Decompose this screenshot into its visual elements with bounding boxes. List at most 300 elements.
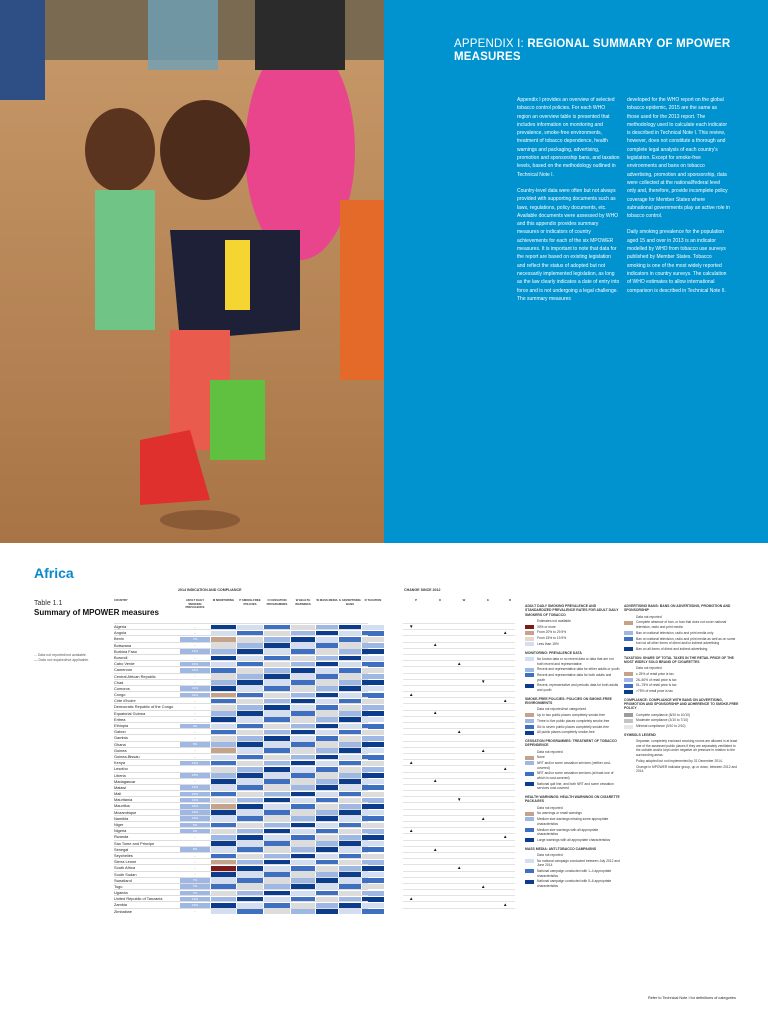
col-header-taxation: R TAXATION — [364, 598, 382, 602]
legend-heading: SYMBOLS LEGEND — [624, 732, 656, 737]
change-arrow-icon: ▲ — [503, 698, 508, 704]
prevalence-cell: ... — [180, 730, 210, 735]
country-name: Burkina Faso — [114, 648, 137, 654]
legend-label: NRT and/or some cessation services (at least one of which is cost-covered) — [537, 771, 614, 781]
legend-label: Data not reported — [537, 852, 563, 857]
legend-item — [525, 761, 620, 770]
legend-label: Medium size warnings with all appropriate characteristics — [537, 827, 599, 837]
legend-item — [624, 647, 739, 652]
change-table — [403, 623, 515, 914]
legend-item — [525, 725, 620, 730]
legend-item — [624, 637, 739, 646]
prevalence-cell: ... — [180, 779, 210, 784]
change-arrow-icon: ▲ — [409, 759, 414, 765]
col-header-smokefree: P SMOKE-FREE POLICIES — [239, 598, 261, 606]
legend-item — [525, 636, 620, 641]
country-name: Senegal — [114, 846, 129, 852]
legend-item — [525, 625, 620, 630]
prevalence-cell: 15% — [180, 792, 210, 797]
legend-swatch — [525, 869, 534, 873]
legend-item — [525, 806, 620, 811]
country-name: Zimbabwe — [114, 908, 132, 914]
country-name: South Africa — [114, 865, 135, 871]
country-name: Togo — [114, 883, 123, 889]
intro-column-1 — [517, 96, 620, 311]
legend-label: Ban on national television, radio and print media as well as on some but not all other forms of direct and/or indirect advertising — [636, 636, 736, 646]
country-name: Uganda — [114, 890, 128, 896]
legend-label: Change in MPOWER indicator group, up or down, between 2012 and 2014. — [636, 764, 737, 774]
indicator-cell — [211, 909, 236, 914]
change-arrow-icon: ▲ — [409, 691, 414, 697]
prevalence-cell: 16% — [180, 649, 210, 654]
legend-label: Data not reported — [537, 749, 563, 754]
legend-swatch — [525, 880, 534, 884]
change-arrow-icon: ▲ — [503, 629, 508, 635]
legend-column-1 — [525, 600, 620, 890]
prevalence-cell: ... — [180, 680, 210, 685]
table-row — [114, 908, 368, 914]
prevalence-cell: ... — [180, 835, 210, 840]
legend-item — [525, 879, 620, 888]
prevalence-cell: ... — [180, 909, 210, 914]
change-col-e: E — [487, 598, 489, 602]
group-change-header: CHANGE SINCE 2012 — [404, 588, 441, 592]
prevalence-cell: 8% — [180, 847, 210, 852]
legend-item — [624, 765, 739, 774]
prevalence-cell: ... — [180, 625, 210, 630]
prevalence-cell: ... — [180, 866, 210, 871]
legend-swatch — [525, 828, 534, 832]
prevalence-cell: ... — [180, 755, 210, 760]
prevalence-cell: 3% — [180, 724, 210, 729]
region-heading: Africa — [34, 565, 74, 581]
legend-label: Minimal compliance (0/10 to 2/10) — [636, 724, 686, 729]
prevalence-cell: 16% — [180, 810, 210, 815]
legend-label: Moderate compliance (3/10 to 7/10) — [636, 718, 689, 723]
legend-label: Three to five public places completely smoke-free — [537, 718, 610, 723]
change-arrow-icon: ▲ — [433, 642, 438, 648]
legend-item — [525, 707, 620, 712]
country-name: Angola — [114, 630, 127, 636]
prevalence-cell: 6% — [180, 823, 210, 828]
country-name: Guinea-Bissau — [114, 753, 140, 759]
legend-item — [624, 672, 739, 677]
legend-label: National campaign conducted with 1–4 appropriate characteristics — [537, 868, 612, 878]
indicator-cell — [362, 909, 384, 914]
prevalence-cell: 19% — [180, 798, 210, 803]
legend-swatch — [624, 666, 633, 670]
legend-swatch — [624, 615, 633, 619]
change-arrow-icon: ▲ — [457, 728, 462, 734]
cover-photo — [0, 0, 384, 543]
legend-swatch — [624, 621, 633, 625]
legend-swatch — [525, 761, 534, 765]
legend-item — [624, 689, 739, 694]
indicator-cell — [339, 909, 361, 914]
children-photo-illustration — [0, 0, 384, 543]
country-name: Equatorial Guinea — [114, 710, 146, 716]
country-name: Mali — [114, 791, 122, 797]
legend-heading: CESSATION PROGRAMMES: TREATMENT OF TOBACCO DEPENDENCE — [525, 738, 617, 748]
table-notes: ... Data not reported/not available. — Data not required/not applicable. — [34, 653, 90, 662]
legend-swatch — [525, 772, 534, 776]
appendix-title: APPENDIX I: REGIONAL SUMMARY OF MPOWER MEASURES — [454, 38, 731, 63]
legend-swatch — [525, 725, 534, 729]
legend-label: National quit line, and both NRT and some cessation services cost-covered — [537, 781, 614, 791]
legend-heading: MONITORING: PREVALENCE DATA — [525, 650, 582, 655]
country-name: Botswana — [114, 642, 132, 648]
country-name: United Republic of Tanzania — [114, 896, 163, 902]
prevalence-cell: 14% — [180, 668, 210, 673]
prevalence-cell: ... — [180, 841, 210, 846]
legend-item — [525, 782, 620, 791]
country-name: South Sudan — [114, 871, 137, 877]
legend-label: Policy adopted but not implemented by 31 December 2014. — [636, 758, 723, 763]
legend-label: Less than 15% — [537, 642, 559, 647]
legend-swatch — [525, 719, 534, 723]
legend-item — [624, 666, 739, 671]
legend-label: Data not reported — [636, 666, 662, 671]
change-arrow-icon: ▲ — [503, 834, 508, 840]
country-name: Burundi — [114, 654, 128, 660]
legend-item — [525, 811, 620, 816]
prevalence-cell: 7% — [180, 891, 210, 896]
legend-item — [624, 739, 739, 757]
prevalence-cell: ... — [180, 656, 210, 661]
legend-label: Medium size warnings missing some appropriate characteristics — [537, 817, 609, 826]
legend-label: No known data or no recent data or data that are not both recent and representative — [537, 656, 614, 666]
legend-item — [525, 859, 620, 868]
country-name: Mauritania — [114, 797, 133, 803]
change-arrow-icon: ▼ — [481, 679, 486, 685]
legend-swatch — [525, 625, 534, 629]
legend-swatch — [525, 673, 534, 677]
prevalence-cell: 13% — [180, 903, 210, 908]
prevalence-cell: ... — [180, 748, 210, 753]
legend-label: Data not reported/not categorized — [537, 707, 587, 712]
legend-swatch — [525, 637, 534, 641]
country-name: Ethiopia — [114, 723, 129, 728]
legend-item — [525, 817, 620, 826]
prevalence-cell: 12% — [180, 897, 210, 902]
country-name: Congo — [114, 692, 126, 698]
change-arrow-icon: ▲ — [457, 660, 462, 666]
legend-swatch — [525, 806, 534, 810]
prevalence-cell: ... — [180, 674, 210, 679]
intro-column-2 — [627, 96, 730, 303]
legend-label: ≤ 25% of retail price is tax — [636, 671, 674, 676]
country-name: Guinea — [114, 747, 127, 753]
legend-item — [525, 673, 620, 682]
prevalence-cell: ... — [180, 631, 210, 636]
legend-swatch — [624, 631, 633, 635]
indicator-cell — [291, 909, 315, 914]
country-name: Gambia — [114, 735, 128, 741]
change-arrow-icon: ▼ — [409, 623, 414, 629]
prevalence-cell: 16% — [180, 662, 210, 667]
legend-heading: HEALTH WARNINGS: HEALTH WARNINGS ON CIGARETTE PACKAGES — [525, 795, 620, 804]
country-name: Seychelles — [114, 852, 133, 858]
prevalence-cell: ... — [180, 736, 210, 741]
legend-swatch — [525, 642, 534, 646]
legend-swatch — [525, 631, 534, 635]
legend-label: From 20% to 29.9% — [537, 630, 567, 635]
change-arrow-icon: ▲ — [503, 766, 508, 772]
change-arrow-icon: ▲ — [409, 827, 414, 833]
legend-item — [525, 771, 620, 780]
legend-label: Recent and representative data for either adults or youth — [537, 667, 620, 672]
legend-swatch — [624, 690, 633, 694]
legend-label: National campaign conducted with 5–6 appropriate characteristics — [537, 879, 612, 888]
legend-swatch — [624, 739, 633, 743]
country-name: Swaziland — [114, 877, 132, 883]
country-name: Ghana — [114, 741, 126, 747]
country-name: Cameroon — [114, 667, 133, 673]
legend-swatch — [624, 637, 633, 641]
legend-label: Large warnings with all appropriate characteristics — [537, 837, 611, 842]
refer-note: Refer to Technical Note I for definitions of categories — [648, 996, 736, 1000]
country-name: Comoros — [114, 685, 130, 691]
legend-item — [525, 683, 620, 692]
legend-label: Data not reported — [636, 614, 662, 619]
legend-swatch — [525, 731, 534, 735]
col-header-prevalence: ADULT DAILY SMOKING PREVALENCE — [185, 598, 205, 609]
legend-label: Recent, representative and periodic data for both adults and youth — [537, 683, 619, 693]
legend-swatch — [525, 708, 534, 712]
country-name: Mozambique — [114, 809, 137, 815]
legend-item — [624, 631, 739, 636]
indicator-cell — [237, 909, 263, 914]
legend-label: Separate, completely enclosed smoking rooms are allowed in at least one of the assessed public places if they are separately ventilated to the outside and/or kept under negative air pressure in relation to the surrounding areas. — [636, 739, 738, 757]
prevalence-cell: 16% — [180, 761, 210, 766]
legend-label: Data not reported — [537, 805, 563, 810]
indicator-cell — [316, 909, 338, 914]
prevalence-cell: 5% — [180, 742, 210, 747]
legend-swatch — [525, 657, 534, 661]
legend-swatch — [624, 725, 633, 729]
country-name: Algeria — [114, 624, 127, 629]
legend-label: NRT and/or some cessation services (neither cost-covered) — [537, 761, 611, 770]
prevalence-cell: ... — [180, 705, 210, 710]
legend-swatch — [624, 684, 633, 688]
col-header-warnings: W HEALTH WARNINGS — [295, 598, 311, 606]
prevalence-cell: ... — [180, 854, 210, 859]
country-name: Benin — [114, 636, 124, 642]
country-name: Malawi — [114, 784, 127, 790]
country-name: Sierra Leone — [114, 859, 137, 865]
change-col-p: P — [415, 598, 417, 602]
country-name: Democratic Republic of the Congo — [114, 704, 174, 710]
country-name: Eritrea — [114, 716, 126, 722]
legend-swatch — [624, 759, 633, 763]
country-name: Rwanda — [114, 834, 129, 840]
prevalence-cell: ... — [180, 643, 210, 648]
change-col-w: W — [462, 598, 466, 602]
legend-item — [624, 724, 739, 729]
legend-label: >75% of retail price is tax — [636, 689, 673, 694]
legend-item — [624, 713, 739, 718]
legend-heading: COMPLIANCE: COMPLIANCE WITH BANS ON ADVERTISING, PROMOTION AND SPONSORSHIP AND ADHERENCE TO SMOKE-FREE POLICY — [624, 697, 739, 711]
prevalence-cell: 3% — [180, 829, 210, 834]
country-name: Mauritius — [114, 803, 130, 809]
country-name: Central African Republic — [114, 673, 156, 679]
country-name: Sao Tome and Principe — [114, 840, 155, 846]
country-name: Nigeria — [114, 828, 127, 834]
legend-label: None — [537, 755, 545, 760]
legend-swatch — [525, 713, 534, 717]
legend-heading: SMOKE-FREE POLICIES: POLICIES ON SMOKE-FREE ENVIRONMENTS — [525, 696, 612, 705]
legend-item — [525, 657, 620, 666]
legend-swatch — [525, 750, 534, 754]
legend-label: 51–75% of retail price is tax — [636, 683, 677, 688]
legend-label: All public places completely smoke-free — [537, 730, 595, 735]
legend-item — [624, 759, 739, 764]
col-header-cessation: O CESSATION PROGRAMMES — [266, 598, 288, 606]
intro-paragraph: Country-level data were often but not always provided with supporting documents such as laws, regulations, policy documents, etc. Available documents were assessed by WHO and this appendix provides summary measures or indicators of country achievements for each of the six MPOWER measures. It is important to note that data for the report are based on existing legislation and reflect the status of adopted but not necessarily implemented legislation, as long as the law clearly indicates a date of entry into force and is not undergoing a legal challenge. The summary measures — [517, 187, 620, 302]
change-arrow-icon: ▲ — [433, 846, 438, 852]
legend-item — [525, 667, 620, 672]
country-name: Zambia — [114, 902, 127, 908]
change-arrow-icon: ▲ — [457, 865, 462, 871]
col-header-monitoring: M MONITORING — [212, 598, 235, 602]
legend-swatch — [525, 838, 534, 842]
legend-label: Complete compliance (8/10 to 10/10) — [636, 712, 691, 717]
country-name: Gabon — [114, 729, 126, 735]
legend-item — [624, 620, 739, 629]
prevalence-cell: 12% — [180, 785, 210, 790]
change-col-r: R — [508, 598, 512, 602]
legend-item — [525, 869, 620, 878]
legend-label: Up to two public places completely smoke-free — [537, 713, 605, 717]
legend-item — [624, 718, 739, 723]
legend-heading: TAXATION: SHARE OF TOTAL TAXES IN THE RETAIL PRICE OF THE MOST WIDELY SOLD BRAND OF CIGARETTES — [624, 655, 734, 664]
prevalence-cell: 13% — [180, 686, 210, 691]
legend-swatch — [525, 853, 534, 857]
legend-swatch — [624, 672, 633, 676]
prevalence-cell: ... — [180, 711, 210, 716]
change-row — [403, 908, 515, 914]
legend-swatch — [525, 817, 534, 821]
group-indication-header: 2014 INDICATION AND COMPLIANCE — [178, 588, 242, 592]
legend-item — [525, 713, 620, 718]
change-arrow-icon: ▲ — [481, 883, 486, 889]
legend-item — [624, 615, 739, 620]
legend-column-2 — [624, 600, 739, 775]
prevalence-cell: 16% — [180, 804, 210, 809]
legend-heading: ADVERTISING BANS: BANS ON ADVERTISING, PROMOTION AND SPONSORSHIP — [624, 604, 731, 613]
col-header-country: COUNTRY — [114, 598, 128, 602]
legend-swatch — [624, 765, 633, 769]
legend-item — [525, 828, 620, 837]
legend-item — [525, 630, 620, 635]
legend-item — [624, 683, 739, 688]
prevalence-cell: 7% — [180, 884, 210, 889]
prevalence-cell: 7% — [180, 637, 210, 642]
legend-label: 30% or more — [537, 624, 556, 629]
change-arrow-icon: ▲ — [481, 747, 486, 753]
country-name: Liberia — [114, 772, 126, 778]
country-name: Niger — [114, 822, 124, 827]
prevalence-cell: ... — [180, 860, 210, 865]
country-name: Namibia — [114, 815, 129, 821]
legend-heading: ADULT DAILY SMOKING PREVALENCE AND STANDARDIZED PREVALENCE RATES FOR ADULT DAILY SMOKERS OF TOBACCO — [525, 604, 619, 617]
prevalence-cell: ... — [180, 717, 210, 722]
change-arrow-icon: ▲ — [503, 902, 508, 908]
legend-item — [525, 730, 620, 735]
prevalence-cell: ... — [180, 872, 210, 877]
summary-table-section — [0, 543, 768, 1024]
legend-label: Recent and representative data for both adults and youth — [537, 673, 612, 682]
legend-swatch — [525, 782, 534, 786]
legend-item — [525, 853, 620, 858]
legend-label: No warnings or small warnings — [537, 811, 582, 816]
legend-swatch — [624, 713, 633, 717]
country-name: Kenya — [114, 760, 126, 766]
prevalence-cell: ... — [180, 767, 210, 772]
country-name: Cabo Verde — [114, 661, 135, 667]
legend-item — [525, 750, 620, 755]
country-name: Chad — [114, 679, 124, 685]
change-arrow-icon: ▲ — [409, 896, 414, 902]
prevalence-cell: ... — [180, 699, 210, 704]
legend-item — [624, 678, 739, 683]
prevalence-cell: 13% — [180, 693, 210, 698]
legend-swatch — [525, 619, 534, 623]
change-arrow-icon: ▲ — [481, 815, 486, 821]
legend-label: Estimates not available — [537, 618, 571, 623]
legend-swatch — [525, 859, 534, 863]
prevalence-cell: 19% — [180, 816, 210, 821]
legend-swatch — [624, 678, 633, 682]
prevalence-cell: 7% — [180, 878, 210, 883]
change-arrow-icon: ▲ — [433, 710, 438, 716]
intro-paragraph: Appendix I provides an overview of selected tobacco control policies. For each WHO region an overview table is presented that includes information on monitoring and prevalence, smoke-free environments, treatment of tobacco dependence, health warnings and packaging, advertising, promotion and sponsorship bans, and taxation levels, based on the methodology outlined in Technical Note I. — [517, 97, 620, 178]
intro-paragraph: developed for the WHO report on the global tobacco epidemic, 2015 are the same as those used for the 2013 report. The methodology used to calculate each indicator is described in Technical Note I. This review, however, does not constitute a thorough and complete legal analysis of each country's legislation. Except for smoke-free environments and bans on tobacco advertising, promotion and sponsorship, data were collected at the national/federal level only and, therefore, provide incomplete policy coverage for Member States where subnational governments play an active role in tobacco control. — [627, 97, 730, 220]
legend-swatch — [624, 647, 633, 651]
col-header-massmedia: W MASS MEDIA — [316, 598, 338, 602]
prevalence-cell: 15% — [180, 773, 210, 778]
legend-label: No national campaign conducted between July 2012 and June 2014 — [537, 858, 620, 868]
legend-label: 26–50% of retail price is tax — [636, 677, 677, 682]
legend-item — [525, 838, 620, 843]
country-name: Madagascar — [114, 778, 136, 784]
legend-item — [525, 719, 620, 724]
legend-swatch — [525, 812, 534, 816]
legend-item — [525, 642, 620, 647]
change-arrow-icon: ▼ — [457, 797, 462, 803]
col-header-advertising: E ADVERTISING BANS — [339, 598, 361, 606]
appendix-intro-panel — [384, 0, 768, 543]
legend-heading: MASS MEDIA: ANTI-TOBACCO CAMPAIGNS — [525, 846, 597, 851]
legend-swatch — [525, 668, 534, 672]
legend-item — [525, 755, 620, 760]
indicator-cell — [264, 909, 290, 914]
legend-label: Complete absence of ban, or ban that does not cover national television, radio and print media — [636, 620, 727, 629]
legend-label: Ban on national television, radio and print media only — [636, 630, 714, 635]
legend-label: Six to seven public places completely smoke-free — [537, 724, 610, 729]
legend-swatch — [525, 684, 534, 688]
intro-paragraph: Daily smoking prevalence for the population aged 15 and over in 2013 is an indicator modelled by WHO from tobacco use surveys published by Member States. Tobacco smoking is one of the most widely reported indicators in country surveys. The calculation of WHO estimates to allow international comparison is described in Technical Note II. — [627, 229, 727, 294]
change-arrow-icon: ▲ — [433, 778, 438, 784]
legend-item — [525, 619, 620, 624]
change-col-o: O — [438, 598, 442, 602]
legend-swatch — [624, 719, 633, 723]
country-table — [114, 623, 368, 914]
legend-label: Ban on all forms of direct and indirect advertising — [636, 646, 708, 651]
legend-label: From 15% to 19.9% — [537, 636, 567, 641]
legend-swatch — [525, 756, 534, 760]
country-name: Côte d'Ivoire — [114, 698, 136, 704]
